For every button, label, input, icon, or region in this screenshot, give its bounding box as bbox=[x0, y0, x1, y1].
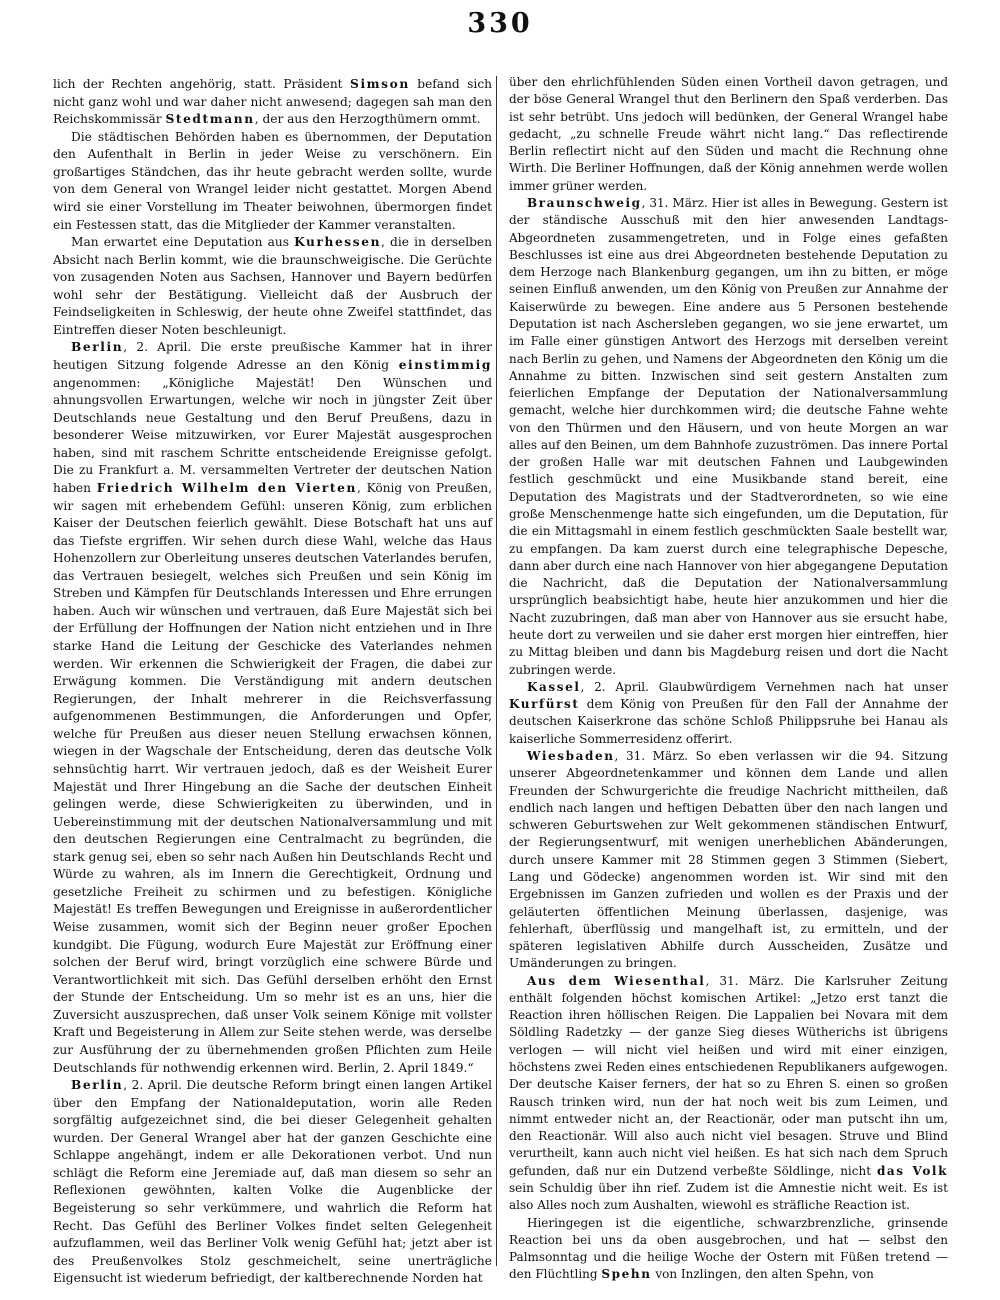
text-run: Die städtischen Behörden haben es übernommen, der Deputation den Aufenthalt in Berlin in jeder Weise zu verschönern. Ein großartiges Ständchen, das ihr heute gebracht werden sollte, wurde von dem General von Wrangel leider nicht gestattet. Morgen Abend wird sie einer Vorstellung im Theater beiwohnen, übermorgen findet ein Festessen statt, das die Mitglieder der Kammer veranstalten. bbox=[53, 129, 492, 232]
spaced-emphasis: Kurhessen bbox=[294, 235, 382, 250]
article-paragraph bbox=[53, 76, 492, 129]
column-divider bbox=[496, 76, 497, 1266]
text-run: , die in derselben Absicht nach Berlin kommt, wie die braunschweigische. Die Gerüchte von zusagenden Noten aus Sachsen, Hannover und Bayern bedürfen wohl sehr der Bestätigung. Vielleicht daß der Ausbruch der Feindseligkeiten in Schleswig, der heute ohne Zweifel stattfindet, das Eintreffen dieser Noten beschleunigt. bbox=[53, 235, 492, 337]
text-run: sein Schuldig über ihn rief. Zudem ist die Amnestie nicht weit. Es ist also Alles noch zum Aushalten, wiewohl es sträfliche Reaction ist. bbox=[509, 1181, 948, 1213]
text-run: , König von Preußen, wir sagen mit erhebendem Gefühl: unseren König, zum erblichen Kaiser der Deutschen feierlich gewählt. Diese Botschaft hat uns auf das Tiefste ergriffen. Wir sehen durch diese Wahl, welche das Haus Hohenzollern zur Oberleitung unseres deutschen Vaterlandes berufen, das Vertrauen besiegelt, welches sich Preußen und sein König im Streben und Kämpfen für Deutschlands Interessen und Ehre errungen haben. Auch wir wünschen und vertrauen, daß Eure Majestät sich bei der Erfüllung der Hoffnungen der Nation nicht entziehen und in Ihre starke Hand die Leitung der Geschicke des Vaterlandes nehmen werden. Wir erkennen die Schwierigkeit der Fragen, die dabei zur Erwägung kommen. Die Verständigung mit andern deutschen Regierungen, der Inhalt mehrerer in die Reichsverfassung aufgenommenen Bestimmungen, die Anforderungen und Opfer, welche für Preußen aus dieser neuen Stellung erwachsen können, wiegen in der Wagschale der Entscheidung, deren das deutsche Volk sehnsüchtig harrt. Wir vertrauen jedoch, daß es der Weisheit Eurer Majestät und Ihrer Hingebung an die Sache der deutschen Einheit gelingen werde, diese Schwierigkeiten zu überwinden, und in Uebereinstimmung mit der deutschen Nationalversammlung und mit den deutschen Regierungen eine Centralmacht zu begründen, die stark genug sei, eben so sehr nach Außen hin Deutschlands Recht und Würde zu wahren, als im Innern die Gerechtigkeit, Ordnung und gesetzliche Freiheit zu schirmen und zu befestigen. Königliche Majestät! Es treffen Bewegungen und Ereignisse in außerordentlicher Weise zusammen, womit sich der Beginn neuer großer Epochen kundgibt. Die Fügung, wodurch Eure Majestät zur Eröffnung einer solchen der Beruf wird, bringt vorzüglich eine schwere Bürde und Verantwortlichkeit mit sich. Das Gefühl derselben erhöht den Ernst der Stunde der Entscheidung. Um so mehr ist es an uns, hier die Zuversicht auszusprechen, daß unser Volk seinem Könige mit vollster Kraft und Begeisterung in Allem zur Seite stehen werde, was derselbe zur Ausführung der zu übernehmenden großen Pflichten zum Heile Deutschlands für nothwendig erkennen wird. Berlin, 2. April 1849.“ bbox=[53, 480, 492, 1075]
text-run: dem König von Preußen für den Fall der Annahme der deutschen Kaiserkrone das schöne Schloß Philippsruhe bei Hanau als kaiserliche Sommerresidenz offerirt. bbox=[509, 697, 948, 746]
left-column bbox=[53, 76, 492, 1288]
text-run: lich der Rechten angehörig, statt. Präsident bbox=[53, 77, 351, 91]
spaced-emphasis: Simson bbox=[350, 77, 410, 91]
spaced-emphasis: Braunschweig bbox=[527, 195, 642, 210]
spaced-emphasis: Wiesbaden bbox=[527, 748, 615, 763]
text-run: Hieringegen ist die eigentliche, schwarzbrenzliche, grinsende Reaction bei uns da oben ausgebrochen, und hat — selbst den Palmsonntag und die heilige Woche der Ostern mit Füßen tretend — den Flüchtling bbox=[509, 1215, 948, 1282]
spaced-emphasis: Friedrich Wilhelm den Vierten bbox=[96, 480, 357, 495]
text-run: Man erwartet eine Deputation aus bbox=[71, 235, 295, 250]
text-run: befand sich nicht ganz wohl und war daher nicht anwesend; dagegen sah man den Reichskommissär bbox=[53, 77, 492, 127]
article-paragraph bbox=[53, 1077, 492, 1288]
article-paragraph bbox=[509, 679, 948, 748]
article-paragraph bbox=[53, 234, 492, 339]
article-paragraph bbox=[509, 973, 948, 1215]
spaced-emphasis: Berlin bbox=[71, 1078, 124, 1093]
article-paragraph bbox=[509, 748, 948, 973]
text-run: über den ehrlichfühlenden Süden einen Vortheil davon getragen, und der böse General Wrangel thut den Berlinern den Spaß verderben. Das ist sehr betrübt. Uns jedoch will bedünken, der General Wrangel habe gedacht, „zu schnelle Freude währt nicht lang.“ Das reflectirende Berlin reflectirt nicht auf den Süden und macht die Rechnung ohne Wirth. Die Berliner Hoffnungen, daß der König annehmen werde wollen immer grüner werden. bbox=[509, 75, 948, 193]
article-paragraph bbox=[509, 195, 948, 679]
page-number: 330 bbox=[467, 8, 533, 39]
spaced-emphasis: Spehn bbox=[601, 1267, 652, 1282]
article-paragraph bbox=[509, 74, 948, 195]
text-run: , 2. April. Die deutsche Reform bringt einen langen Artikel über den Empfang der Nationaldeputation, worin alle Reden sorgfältig aufgezeichnet sind, die bei dieser Gelegenheit gehalten wurden. Der General Wrangel aber hat der ganzen Geschichte eine Schlappe angehängt, indem er alle Dekorationen verbot. Und nun schlägt die Reform eine Jeremiade auf, daß man diesem so sehr an Reflexionen gewöhnten, kalten Volke die Augenblicke der Begeisterung so sehr verkümmere, und wahrlich die Reform hat Recht. Das Gefühl des Berliner Volkes findet selten Gelegenheit aufzuflammen, weil das Berliner Volk wenig Gefühl hat; jetzt aber ist des Preußenvolkes Stolz geschmeichelt, seine unerträgliche Eigensucht ist wiederum befriedigt, der kaltberechnende Norden hat bbox=[53, 1078, 492, 1286]
text-run: , 31. März. Hier ist alles in Bewegung. Gestern ist der ständische Ausschuß mit den hier anwesenden Landtags-Abgeordneten zusammengetreten, und in Folge eines gefaßten Beschlusses ist eine aus drei Abgeordneten bestehende Deputation zu dem Herzoge nach Blankenburg gegangen, um ihn zu bitten, er möge seinen Einfluß anwenden, um den König von Preußen zur Annahme der Kaiserwürde zu bewegen. Eine andere aus 5 Personen bestehende Deputation ist nach Aschersleben gegangen, wo sie jene erwartet, um im Falle einer günstigen Antwort des Herzogs mit derselben vereint nach Berlin zu gehen, und Namens der Abgeordneten den König um die Annahme zu bitten. Inzwischen sind seit gestern Anstalten zum feierlichen Empfange der Deputation der Nationalversammlung gemacht, welche hier durchkommen wird; die deutsche Fahne wehte von den Thürmen und den Häusern, und von heute Morgen an war alles auf den Beinen, um dem Bahnhofe zuzuströmen. Das innere Portal der großen Halle war mit deutschen Fahnen und Laubgewinden festlich geschmückt und eine Musikbande stand bereit, eine Deputation des Magistrats und der Stadtverordneten, so wie eine große Menschenmenge hatte sich eingefunden, um die Deputation, für die ein Mittagsmahl in einem festlich geschmückten Saale bestellt war, zu empfangen. Da kam zuerst durch eine telegraphische Depesche, dann aber durch eine nach Hannover von hier abgegangene Deputation die Nachricht, daß die Deputation der Nationalversammlung ursprünglich beabsichtigt habe, heute hier anzukommen und hier die Nacht zuzubringen, daß man aber von Hannover aus sie ersucht habe, heute dort zu verweilen und sie daher erst morgen hier eintreffen, hier zu Mittag bleiben und dann bis Magdeburg reisen und dort die Nacht zubringen werde. bbox=[509, 195, 948, 677]
text-run: von Inzlingen, den alten Spehn, von bbox=[651, 1267, 874, 1282]
spaced-emphasis: Stedtmann bbox=[165, 112, 255, 127]
text-run: angenommen: „Königliche Majestät! Den Wünschen und ahnungsvollen Erwartungen, welche wir noch in jüngster Zeit über Deutschlands neue Gestaltung und den Beruf Preußens, dazu in besonderer Weise mitzuwirken, vor Eurer Majestät ausgesprochen haben, sind mit raschem Schritte entscheidende Ereignisse gefolgt. Die zu Frankfurt a. M. versammelten Vertreter der deutschen Nation haben bbox=[53, 375, 492, 495]
right-column bbox=[509, 74, 948, 1284]
text-run: , 2. April. Glaubwürdigem Vernehmen nach hat unser bbox=[580, 679, 948, 694]
spaced-emphasis: Kurfürst bbox=[509, 697, 580, 712]
text-run: , 31. März. Die Karlsruher Zeitung enthält folgenden höchst komischen Artikel: „Jetzo erst tanzt die Reaction ihren höllischen Reigen. Die Lappalien bei Novara mit dem Söldling Radetzky — der ganze Sieg dieses Wütherichs ist übrigens verlogen — will nicht viel heißen und wird mit einer einzigen, höchstens zwei Reden eines entschiedenen Republikaners aufgewogen. Der deutsche Kaiser ferners, der hat so zu Ehren S. einen so großen Rausch trinken wird, nun der hat noch weit bis zum Leimen, und nimmt entweder nicht an, der Reactionär, oder man putscht ihn um, den Reactionär. Will also auch nicht viel besagen. Struve und Blind verurtheilt, kann auch nicht viel heißen. Es hat sich nach dem Spruch gefunden, daß nur ein Dutzend verbeßte Söldlinge, nicht bbox=[509, 973, 948, 1178]
article-paragraph bbox=[509, 1215, 948, 1284]
text-run: , 31. März. So eben verlassen wir die 94. Sitzung unserer Abgeordnetenkammer und können dem Lande und allen Freunden der Schwurgerichte die freudige Nachricht mittheilen, daß endlich nach langen und heftigen Debatten über den nach langen und schweren Geburtswehen zur Welt gekommenen ständischen Entwurf, der Regierungsentwurf, mit wenigen unerheblichen Abänderungen, durch unsere Kammer mit 28 Stimmen gegen 3 Stimmen (Siebert, Lang und Gödecke) angenommen worden ist. Wir sind mit den Ergebnissen im Ganzen zufrieden und wollen es der Praxis und der geläuterten öffentlichen Meinung überlassen, dasjenige, was fehlerhaft, überflüssig und mangelhaft ist, zu ermitteln, und der späteren legislativen Abhilfe durch Ausscheiden, Zusätze und Umänderungen zu bringen. bbox=[509, 748, 948, 971]
article-paragraph bbox=[53, 129, 492, 234]
spaced-emphasis: das Volk bbox=[876, 1163, 948, 1178]
text-run: , der aus den Herzogthümern ommt. bbox=[254, 112, 481, 127]
spaced-emphasis: Kassel bbox=[527, 679, 581, 694]
article-paragraph bbox=[53, 339, 492, 1077]
spaced-emphasis: Berlin bbox=[71, 340, 124, 355]
spaced-emphasis: einstimmig bbox=[398, 358, 492, 372]
spaced-emphasis: Aus dem Wiesenthal bbox=[527, 973, 706, 988]
text-run: , 2. April. Die erste preußische Kammer hat in ihrer heutigen Sitzung folgende Adresse an den König bbox=[53, 340, 492, 372]
